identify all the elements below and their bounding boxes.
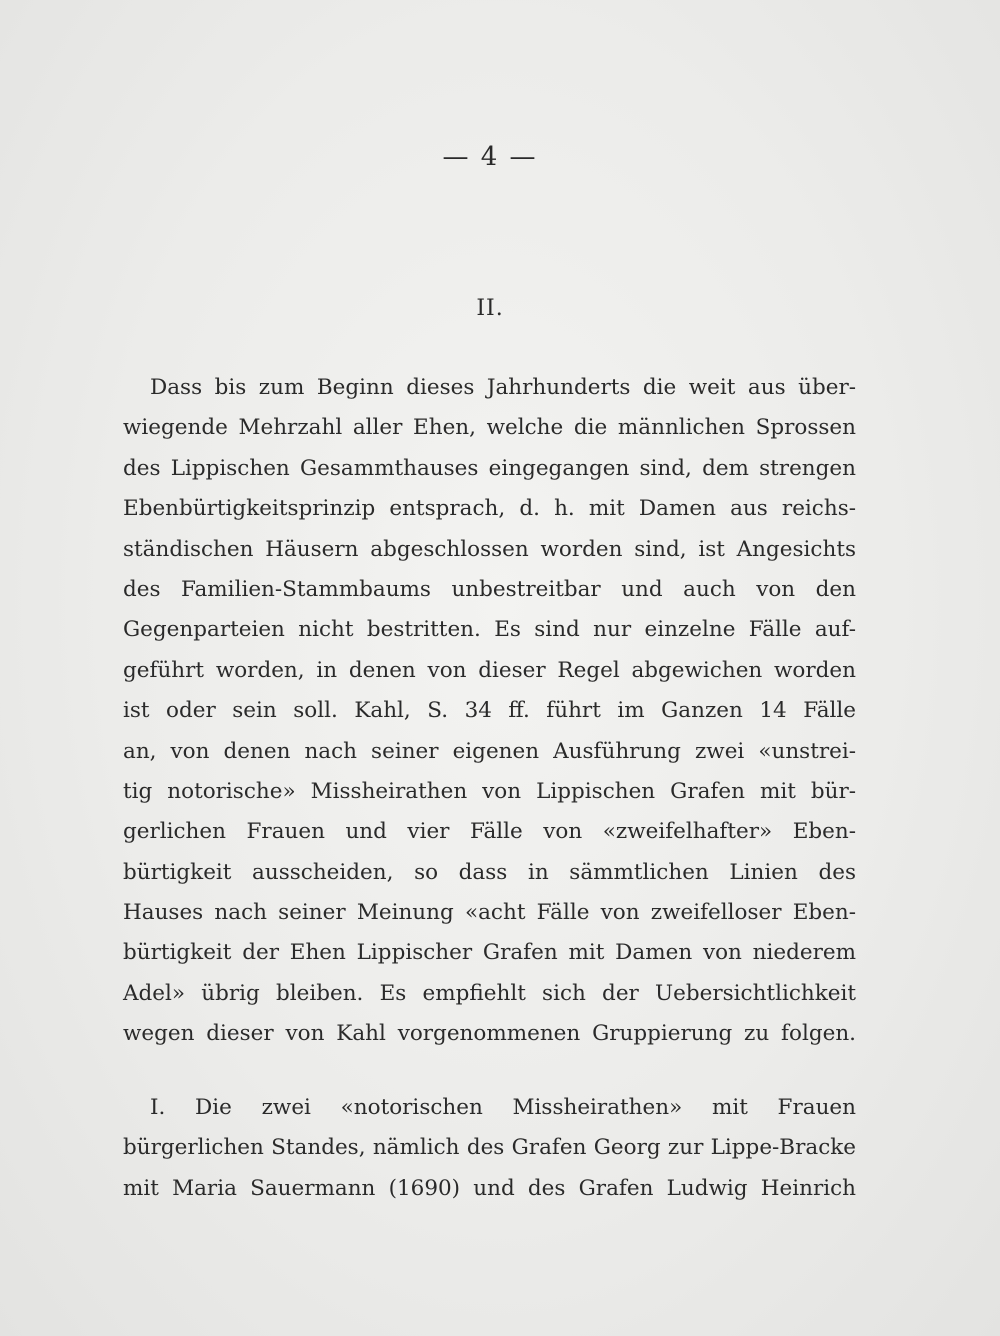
text-line: Gegenparteien nicht bestritten. Es sind nur einzelne Fälle auf- [123, 617, 856, 643]
text-line: bürgerlichen Standes, nämlich des Grafen Georg zur Lippe-Bracke [123, 1135, 856, 1161]
text-line: wiegende Mehrzahl aller Ehen, welche die männlichen Sprossen [123, 415, 856, 441]
text-line: des Familien-Stammbaums unbestreitbar und auch von den [123, 576, 856, 602]
paragraph-2 [123, 1088, 856, 1209]
section-heading: II. [476, 296, 504, 321]
text-line: Ebenbürtigkeitsprinzip entsprach, d. h. mit Damen aus reichs- [123, 496, 856, 522]
text-line: Adel» übrig bleiben. Es empfiehlt sich der Uebersichtlichkeit [123, 980, 856, 1006]
text-line: geführt worden, in denen von dieser Regel abgewichen worden [123, 657, 856, 683]
text-line: bürtigkeit ausscheiden, so dass in sämmtlichen Linien des [123, 859, 856, 885]
text-line: tig notorische» Missheirathen von Lippischen Grafen mit bür- [123, 778, 856, 804]
text-line: bürtigkeit der Ehen Lippischer Grafen mit Damen von niederem [123, 940, 856, 966]
text-line: Hauses nach seiner Meinung «acht Fälle von zweifelloser Eben- [123, 900, 856, 926]
text-line: ist oder sein soll. Kahl, S. 34 ff. führt im Ganzen 14 Fälle [123, 698, 856, 724]
text-line: des Lippischen Gesammthauses eingegangen sind, dem strengen [123, 455, 856, 481]
page-number: — 4 — [442, 142, 538, 172]
text-line: gerlichen Frauen und vier Fälle von «zweifelhafter» Eben- [123, 819, 856, 845]
text-line: I. Die zwei «notorischen Missheirathen» mit Frauen [150, 1095, 856, 1120]
text-line: an, von denen nach seiner eigenen Ausführung zwei «unstrei- [123, 738, 856, 764]
text-line: mit Maria Sauermann (1690) und des Grafen Ludwig Heinrich [123, 1175, 856, 1201]
text-line: wegen dieser von Kahl vorgenommenen Gruppierung zu folgen. [123, 1021, 856, 1047]
text-line: Dass bis zum Beginn dieses Jahrhunderts die weit aus über- [150, 375, 856, 400]
paragraph-1 [123, 368, 856, 1055]
text-line: ständischen Häusern abgeschlossen worden sind, ist Angesichts [123, 536, 856, 562]
